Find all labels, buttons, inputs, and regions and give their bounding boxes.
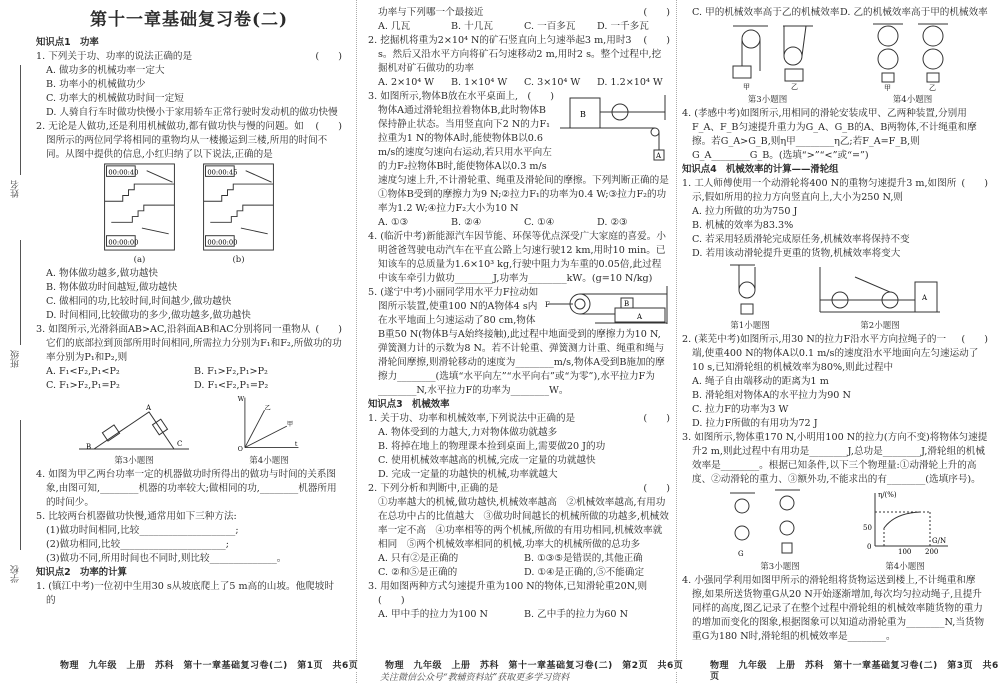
- text: A. 做功多的机械功率一定大: [46, 65, 165, 76]
- option: C. ②和⑤是正确的: [378, 567, 458, 578]
- movable-pulley-figure: [725, 262, 775, 332]
- figure-caption: 第2小题图: [860, 321, 900, 331]
- option: B. 十几瓦: [451, 21, 493, 32]
- text: A. 拉力所做的功为750 J: [692, 206, 798, 217]
- question: [368, 580, 670, 608]
- binding-margin: [0, 0, 32, 683]
- answer-bracket[interactable]: ( ): [527, 91, 554, 102]
- option-row: [368, 566, 670, 580]
- option-row: [36, 365, 342, 379]
- pulley-figure-4: [868, 21, 958, 106]
- option: [368, 426, 670, 440]
- option-row: [368, 20, 670, 34]
- svg-text:G/N: G/N: [932, 537, 947, 545]
- option: D. ②③: [597, 217, 628, 228]
- figure-caption: 第4小题图: [249, 456, 289, 466]
- school-line: [20, 420, 21, 550]
- text: (3)做功不同,所用时间也不同时,则比较______________。: [46, 553, 287, 564]
- question: [36, 468, 342, 510]
- question: [368, 482, 670, 496]
- stairs-figure: [102, 163, 177, 266]
- option: [682, 233, 988, 247]
- text: B. 机械的效率为83.3%: [692, 220, 794, 231]
- text: 4. 小强同学利用如图甲所示的滑轮组将货物运送到楼上,不计绳重和摩擦,如果所送货物重G从20 N开始逐渐增加,每次均匀拉动绳子,且提升同样的高度,图乙记录了在整个过程中滑轮组的机械效率随货物的重力的增加而变化的图象,根据图象可以知道动滑轮重为________N,当货物重G为180 N时,滑轮组的机械效率是________。: [682, 575, 985, 642]
- svg-text:200: 200: [925, 548, 939, 556]
- stairs-figure: [201, 163, 276, 266]
- text: C. 若采用轻质滑轮完成原任务,机械效率将保持不变: [692, 234, 910, 245]
- column-divider: [676, 0, 677, 683]
- work-time-graph: [234, 394, 304, 467]
- text: B. 物体做功时间越短,做功越快: [46, 282, 178, 293]
- option: [368, 496, 670, 552]
- question: [36, 50, 342, 64]
- page-title: 第十一章基础复习卷(二): [89, 10, 289, 30]
- question: [368, 230, 670, 286]
- svg-text:00:00:00: 00:00:00: [108, 238, 139, 247]
- text: D. 人骑自行车时做功快慢小于家用轿车正常行驶时发动机的做功快慢: [46, 107, 338, 118]
- option: [36, 106, 342, 120]
- option: [36, 78, 342, 92]
- text: C. 功率大的机械做功时间一定短: [46, 93, 184, 104]
- option: B. F₁>F₂,P₁>P₂: [194, 366, 268, 377]
- option: [36, 552, 342, 566]
- text: 2. (莱芜中考)如图所示,用30 N的拉力F沿水平方向拉绳子的一端,使重400 N的物体A以0.1 m/s的速度沿水平地面向左匀速运动了10 s,已知滑轮组的机械效率为80%,则此过程中: [682, 334, 979, 373]
- option: [36, 92, 342, 106]
- option: C. 3×10⁴ W: [524, 77, 581, 88]
- column-divider: [356, 0, 357, 683]
- svg-text:B: B: [624, 300, 630, 308]
- svg-text:50: 50: [863, 524, 872, 532]
- option: [682, 205, 988, 219]
- figure-caption: 第4小题图: [892, 95, 933, 105]
- svg-text:B: B: [86, 443, 92, 451]
- option: D. 1.2×10⁴ W: [597, 77, 663, 88]
- efficiency-graph: [860, 488, 950, 573]
- text: A. 绳子自由端移动的距离为1 m: [692, 376, 829, 387]
- figure-caption: 第1小题图: [730, 321, 770, 331]
- question: [368, 412, 670, 426]
- svg-text:甲: 甲: [883, 84, 891, 91]
- option: [682, 389, 988, 403]
- text: D. 若用该动滑轮提升更重的货物,机械效率将变大: [692, 248, 901, 259]
- option: [368, 440, 670, 454]
- footer-page-2: 物理 九年级 上册 苏科 第十一章基础复习卷(二) 第2页 共6页: [385, 661, 684, 671]
- svg-text:B: B: [580, 110, 586, 119]
- option: B. 乙中手的拉力为60 N: [524, 609, 628, 620]
- option-row: [36, 379, 342, 393]
- pulley-block-figure: [560, 90, 670, 165]
- svg-text:A: A: [922, 294, 928, 302]
- figure-caption: 第4小题图: [885, 562, 925, 572]
- svg-text:100: 100: [898, 548, 912, 556]
- column-3: [682, 6, 988, 644]
- option: A. F₁<F₂,P₁<P₂: [46, 366, 120, 377]
- svg-text:乙: 乙: [264, 405, 271, 413]
- text: 功率与下列哪一个最接近: [378, 7, 484, 18]
- svg-text:C: C: [177, 440, 183, 448]
- name-label: 姓名: [11, 180, 21, 198]
- option: [36, 538, 342, 552]
- incline-figure: [74, 394, 194, 467]
- svg-text:0: 0: [867, 543, 872, 551]
- option: [368, 6, 670, 20]
- option: A. 甲中手的拉力为100 N: [378, 609, 488, 620]
- answer-bracket[interactable]: ( ): [643, 35, 670, 46]
- option: [682, 375, 988, 389]
- svg-text:00:00:00: 00:00:00: [207, 238, 238, 247]
- option: [36, 281, 342, 295]
- option: B. 1×10⁴ W: [451, 77, 508, 88]
- option: B. ②④: [451, 217, 482, 228]
- figure-caption: 第3小题图: [747, 95, 788, 105]
- text: 4. 如图为甲乙两台功率一定的机器做功时所得出的做功与时间的关系图象,由图可知,________机器的功率较大;做相同的功,________机器所用的时间少。: [36, 469, 337, 508]
- option: D. ①④是正确的,⑤不能确定: [524, 567, 645, 578]
- question: [368, 34, 670, 76]
- svg-text:G: G: [738, 550, 744, 558]
- column-1: [36, 6, 342, 608]
- text: C. 拉力F的功率为3 W: [692, 404, 789, 415]
- option: D. 乙的机械效率高于甲的机械效率: [840, 7, 988, 18]
- question: [36, 580, 342, 608]
- answer-bracket[interactable]: ( ): [315, 324, 342, 335]
- text: 1. 关于功、功率和机械效率,下列说法中正确的是: [368, 413, 576, 424]
- option: A. 几瓦: [378, 21, 411, 32]
- option: [36, 295, 342, 309]
- section-heading: 知识点4 机械效率的计算——滑轮组: [682, 164, 839, 175]
- option: C. ①④: [524, 217, 555, 228]
- text: (2)做功相同,比较______________________;: [46, 539, 229, 550]
- footer-page-1: 物理 九年级 上册 苏科 第十一章基础复习卷(二) 第1页 共6页: [60, 661, 359, 671]
- section-heading: 知识点1 功率: [36, 37, 99, 48]
- text: A. 物体做功越多,做功越快: [46, 268, 159, 279]
- option: [682, 219, 988, 233]
- option: [682, 403, 988, 417]
- column-2: [368, 6, 670, 622]
- option: A. 2×10⁴ W: [378, 77, 435, 88]
- question: [36, 323, 342, 365]
- option: [682, 417, 988, 431]
- svg-text:甲: 甲: [286, 421, 294, 429]
- question: [36, 510, 342, 524]
- text: D. 时间相同,比较做功的多少,做功越多,做功越快: [46, 310, 251, 321]
- text: 1. (镇江中考)一位初中生用30 s从坡底爬上了5 m高的山坡。他爬坡时的: [36, 581, 334, 606]
- option: C. 甲的机械效率高于乙的机械效率: [692, 7, 840, 18]
- option: D. F₁<F₂,P₁=P₂: [194, 380, 269, 391]
- option: [682, 247, 988, 261]
- svg-text:O: O: [237, 446, 243, 452]
- svg-text:A: A: [146, 404, 152, 412]
- figure-caption: 第3小题图: [760, 562, 800, 572]
- option: [36, 309, 342, 323]
- answer-bracket[interactable]: ( ): [315, 51, 342, 62]
- text: C. 做相同的功,比较时间,时间越少,做功越快: [46, 296, 232, 307]
- svg-text:乙: 乙: [928, 84, 936, 91]
- text: B. 功率小的机械做功少: [46, 79, 146, 90]
- answer-bracket[interactable]: ( ): [315, 121, 342, 132]
- svg-text:F: F: [545, 301, 550, 309]
- text: 3. 如图所示,物体重170 N,小明用100 N的拉力(方向不变)将物体匀速提升2 m,则此过程中有用功是________J,总功是________J,滑轮组的机械效率是________。根据已知条件,以下三个物理量:①动滑轮上升的高度、②动滑轮的重力、③额外功,不能求出的有________(选填序号)。: [682, 432, 988, 485]
- option: [36, 524, 342, 538]
- text: (1)做功时间相同,比较____________________;: [46, 525, 239, 536]
- answer-bracket[interactable]: ( ): [961, 178, 988, 189]
- svg-text:η/(%): η/(%): [878, 491, 897, 499]
- figure-caption: 第3小题图: [114, 456, 154, 466]
- svg-text:t: t: [294, 440, 298, 448]
- text: 4. (临沂中考)新能源汽车因节能、环保等优点深受广大家庭的喜爱。小明爸爸驾驶电动汽车在平直公路上匀速行驶12 km,用时10 min。已知该车的总质量为1.6×10³ kg,行驶中阻力为车重的0.05倍,此过程中该车牵引力做功________J,功率为________kW。(g=10 N/kg): [368, 231, 666, 284]
- option: [36, 64, 342, 78]
- question: [682, 177, 988, 205]
- text: 4. (孝感中考)如图所示,用相同的滑轮安装成甲、乙两种装置,分别用F_A、F_B匀速提升重力为G_A、G_B的A、B两物体,不计绳重和摩擦。若G_A>G_B,则η甲________η乙;若F_A=F_B,则G_A________G_B。(选填“>”“<”或“=”): [682, 108, 977, 161]
- answer-bracket[interactable]: ( ): [643, 413, 670, 424]
- option-row: [368, 76, 670, 90]
- section-heading: 知识点3 机械效率: [368, 399, 450, 410]
- school-label: 学校: [11, 565, 21, 583]
- svg-text:00:00:45: 00:00:45: [207, 168, 238, 177]
- svg-text:甲: 甲: [742, 83, 750, 91]
- text: 1. 下列关于功、功率的说法正确的是: [36, 51, 193, 62]
- question: [682, 333, 988, 375]
- pulley-figure-3: [713, 21, 823, 106]
- question: [682, 431, 988, 487]
- class-line: [20, 240, 21, 345]
- text: 1. 工人师傅使用一个动滑轮将400 N的重物匀速提升3 m,如图所示,假如所用的拉力方向竖直向上,大小为250 N,则: [682, 178, 957, 203]
- text: 2. 无论是人做功,还是利用机械做功,都有做功快与慢的问题。如图所示的两位同学将相同的重物均从一楼搬运到三楼,所用的时间不同。从图中提供的信息,小红归纳了以下说法,正确的是: [36, 121, 328, 160]
- figure-caption: (a): [133, 255, 146, 265]
- answer-bracket[interactable]: ( ): [961, 334, 988, 345]
- text: ①功率越大的机械,做功越快,机械效率越高 ②机械效率越高,有用功在总功中占的比值越大 ③做功时间越长的机械所做的功越多,机械效率一定不高 ④功率相等的两个机械,所做的有用功相同,机械效率就相同 ⑤两个机械效率相同的机械,功率大的机械所做的总功多: [378, 497, 669, 550]
- option: A. ①③: [378, 217, 409, 228]
- bottom-note: 关注微信公众号“教辅资料站”获取更多学习资料: [380, 673, 570, 683]
- answer-bracket[interactable]: ( ): [643, 7, 670, 18]
- svg-text:A: A: [637, 313, 643, 321]
- section-heading: 知识点2 功率的计算: [36, 567, 127, 578]
- svg-text:W: W: [237, 396, 245, 404]
- question: [682, 574, 988, 644]
- horizontal-pulley-figure: [815, 262, 945, 332]
- text: C. 使用机械效率越高的机械,完成一定量的功就越快: [378, 455, 596, 466]
- question: [682, 107, 988, 163]
- footer-page-3: 物理 九年级 上册 苏科 第十一章基础复习卷(二) 第3页 共6页: [710, 661, 999, 682]
- question: [36, 120, 342, 162]
- option-row: [368, 216, 670, 230]
- text: 5. (遂宁中考)小丽同学用水平力F拉动如图所示装置,使重100 N的A物体4 s内在水平地面上匀速运动了80 cm,物体B重50 N(物体B与A始终接触),此过程中地面受到的摩擦力为10 N,弹簧测力计的示数为8 N。若不计轮重、弹簧测力计重、绳重和绳与滑轮间摩擦,则滑轮移动的速度为________m/s,物体A受到B施加的摩擦力________(选填“水平向左”“水平向右”或“为零”),水平拉力F为________N,水平拉力F的功率为________W。: [368, 287, 665, 396]
- option: [368, 188, 670, 216]
- option: A. 只有②是正确的: [378, 553, 459, 564]
- text: D. 拉力F所做的有用功为72 J: [692, 418, 818, 429]
- answer-bracket[interactable]: ( ): [643, 483, 670, 494]
- svg-text:A: A: [656, 152, 662, 160]
- option: C. 一百多瓦: [524, 21, 576, 32]
- text: 2. 挖掘机将重为2×10⁴ N的矿石竖直向上匀速举起3 m,用时3 s。然后又沿水平方向将矿石匀速移动2 m,用时2 s。整个过程中,挖掘机对矿石做功的功率: [368, 35, 662, 74]
- text: 2. 下列分析和判断中,正确的是: [368, 483, 499, 494]
- option: [36, 267, 342, 281]
- text: D. 完成一定量的功越快的机械,功率就越大: [378, 469, 558, 480]
- text: A. 物体受到的力越大,力对物体做功就越多: [378, 427, 558, 438]
- svg-text:00:00:40: 00:00:40: [108, 168, 139, 177]
- figure-caption: (b): [232, 255, 245, 265]
- text: 3. 用如图两种方式匀速提升重为100 N的物体,已知滑轮重20N,则( ): [368, 581, 648, 606]
- option: [368, 468, 670, 482]
- pulley-spring-figure: [545, 286, 670, 326]
- text: ①物体B受到的摩擦力为9 N;②拉力F₁的功率为0.4 W;③拉力F₂的功率为1.2 W;④拉力F₂大小为10 N: [378, 189, 667, 214]
- text: 5. 比较两台机器做功快慢,通常用如下三种方法:: [36, 511, 237, 522]
- option: C. F₁>F₂,P₁=P₂: [46, 380, 120, 391]
- svg-text:乙: 乙: [790, 83, 798, 91]
- option-row: [682, 6, 988, 20]
- option: B. ①③⑤是错误的,其他正确: [524, 553, 643, 564]
- option-row: [368, 552, 670, 566]
- name-line: [20, 65, 21, 175]
- class-label: 班级: [11, 350, 21, 368]
- text: B. 滑轮组对物体A的水平拉力为90 N: [692, 390, 851, 401]
- text: 3. 如图所示,物体B放在水平桌面上,物体A通过滑轮组拉着物体B,此时物体B保持静止状态。当用竖直向下2 N的力F₁拉重为1 N的物体A时,能使物体B以0.6 m/s的速度匀速向右运动,若只用水平向左的力F₂拉物体B时,能使物体A以0.3 m/s速度匀速上升,不计滑轮重、绳重及滑轮间的摩擦。下列判断正确的是: [368, 91, 669, 186]
- text: B. 将掉在地上的物理课本捡到桌面上,需要做20 J的功: [378, 441, 606, 452]
- option: D. 一千多瓦: [597, 21, 649, 32]
- option: [368, 454, 670, 468]
- option-row: [368, 608, 670, 622]
- pulley-system-figure: [720, 488, 840, 573]
- text: 3. 如图所示,光滑斜面AB>AC,沿斜面AB和AC分别将同一重物从它们的底部拉到顶部所用时间相同,所需拉力分别为F₁和F₂,所做功的功率分别为P₁和P₂,则: [36, 324, 342, 363]
